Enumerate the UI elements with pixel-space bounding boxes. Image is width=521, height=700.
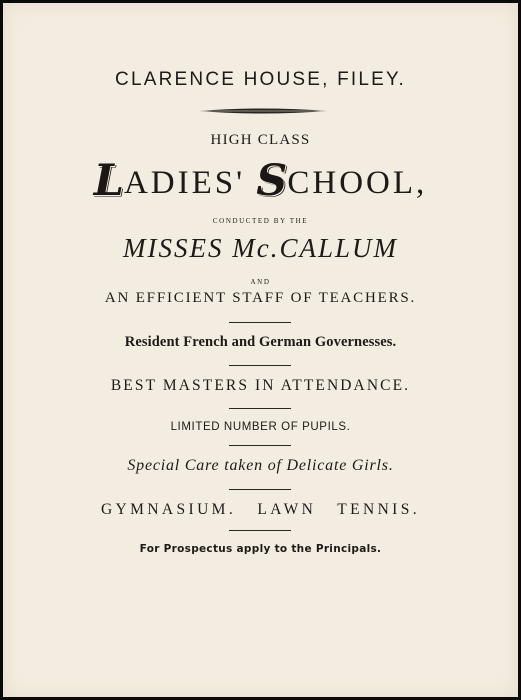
divider-rule bbox=[229, 489, 291, 490]
ornate-initial-l: L bbox=[93, 156, 124, 206]
and-text: AND bbox=[250, 278, 271, 286]
school-heading-word2: CHOOL, bbox=[287, 165, 428, 201]
principals-name: MISSES Mc.CALLUM bbox=[123, 233, 398, 263]
limited-pupils-text: LIMITED NUMBER OF PUPILS. bbox=[170, 421, 351, 433]
divider-rule bbox=[229, 322, 291, 323]
school-heading bbox=[3, 156, 518, 206]
prospectus-text: For Prospectus apply to the Principals. bbox=[139, 543, 382, 555]
activities-text: GYMNASIUM. LAWN TENNIS. bbox=[100, 501, 421, 518]
school-heading-word1: ADIES' bbox=[123, 165, 246, 201]
card-title: CLARENCE HOUSE, FILEY. bbox=[115, 69, 406, 90]
subtitle-high-class: HIGH CLASS bbox=[210, 132, 311, 148]
ornate-initial-s: S bbox=[256, 156, 288, 206]
staff-text: AN EFFICIENT STAFF OF TEACHERS. bbox=[104, 290, 417, 306]
ornamental-divider-icon bbox=[197, 104, 329, 118]
conducted-by-text: CONDUCTED BY THE bbox=[212, 217, 309, 225]
divider-rule bbox=[229, 530, 291, 531]
governesses-text: Resident French and German Governesses. bbox=[124, 334, 397, 350]
school-advertisement-card bbox=[3, 3, 518, 697]
divider-rule bbox=[229, 408, 291, 409]
divider-rule bbox=[229, 365, 291, 366]
special-care-text: Special Care taken of Delicate Girls. bbox=[127, 457, 394, 474]
divider-rule bbox=[229, 445, 291, 446]
masters-text: BEST MASTERS IN ATTENDANCE. bbox=[110, 377, 411, 394]
